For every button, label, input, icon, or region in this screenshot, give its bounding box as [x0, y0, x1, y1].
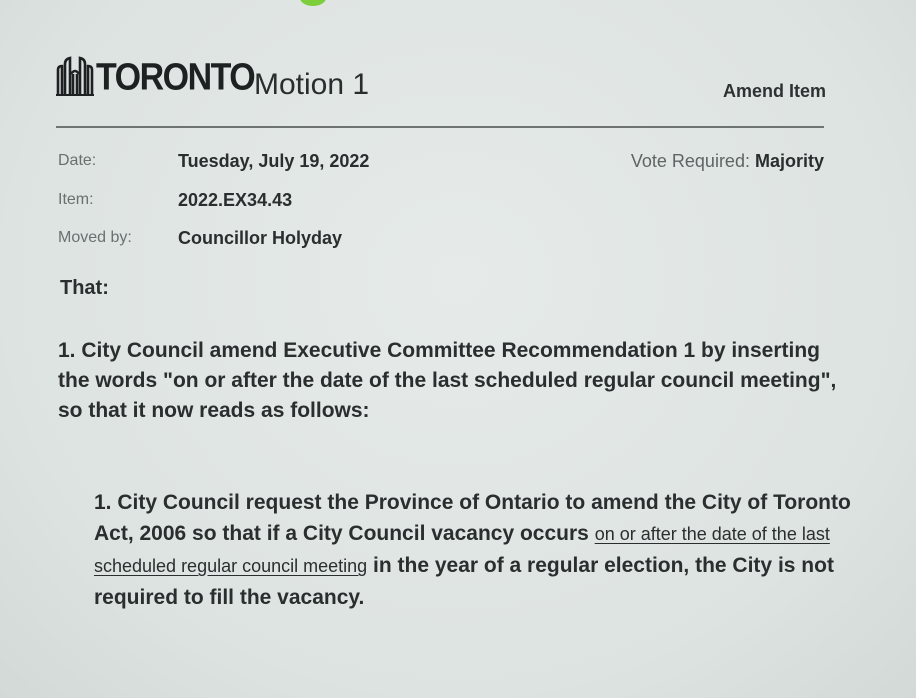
item-label: Item:	[58, 191, 94, 208]
sub-paragraph	[94, 487, 854, 613]
intro-text: That:	[60, 277, 109, 299]
motion-title: Motion 1	[254, 68, 370, 101]
inserted-words: on or after the date of the last scheduled regular council meeting	[94, 524, 830, 576]
vote-value: Majority	[754, 151, 824, 171]
city-hall-icon	[56, 56, 94, 96]
status-indicator	[300, 0, 326, 6]
header-divider	[56, 126, 824, 128]
item-value: 2022.EX34.43	[178, 190, 293, 210]
vote-label: Vote Required:	[630, 151, 750, 171]
motion-type: Amend Item	[722, 81, 826, 101]
document-header	[56, 50, 826, 110]
toronto-logo	[56, 52, 255, 99]
moved-by-label: Moved by:	[58, 229, 132, 246]
paragraph-1: 1. City Council amend Executive Committee Recommendation 1 by inserting the words "on or after the date of the last scheduled regular council meeting", so that it now reads as follows:	[58, 339, 837, 422]
sub-paragraph-after: in the year of a regular election, the City is not required to fill the vacancy.	[94, 554, 834, 609]
date-value: Tuesday, July 19, 2022	[178, 151, 370, 171]
logo-wordmark: TORONTO	[96, 55, 255, 99]
moved-by-value: Councillor Holyday	[178, 228, 343, 248]
sub-paragraph-before: 1. City Council request the Province of Ontario to amend the City of Toronto Act, 2006 so that if a City Council vacancy occurs	[94, 491, 851, 545]
vote-required	[631, 151, 824, 172]
date-label: Date:	[58, 152, 97, 169]
